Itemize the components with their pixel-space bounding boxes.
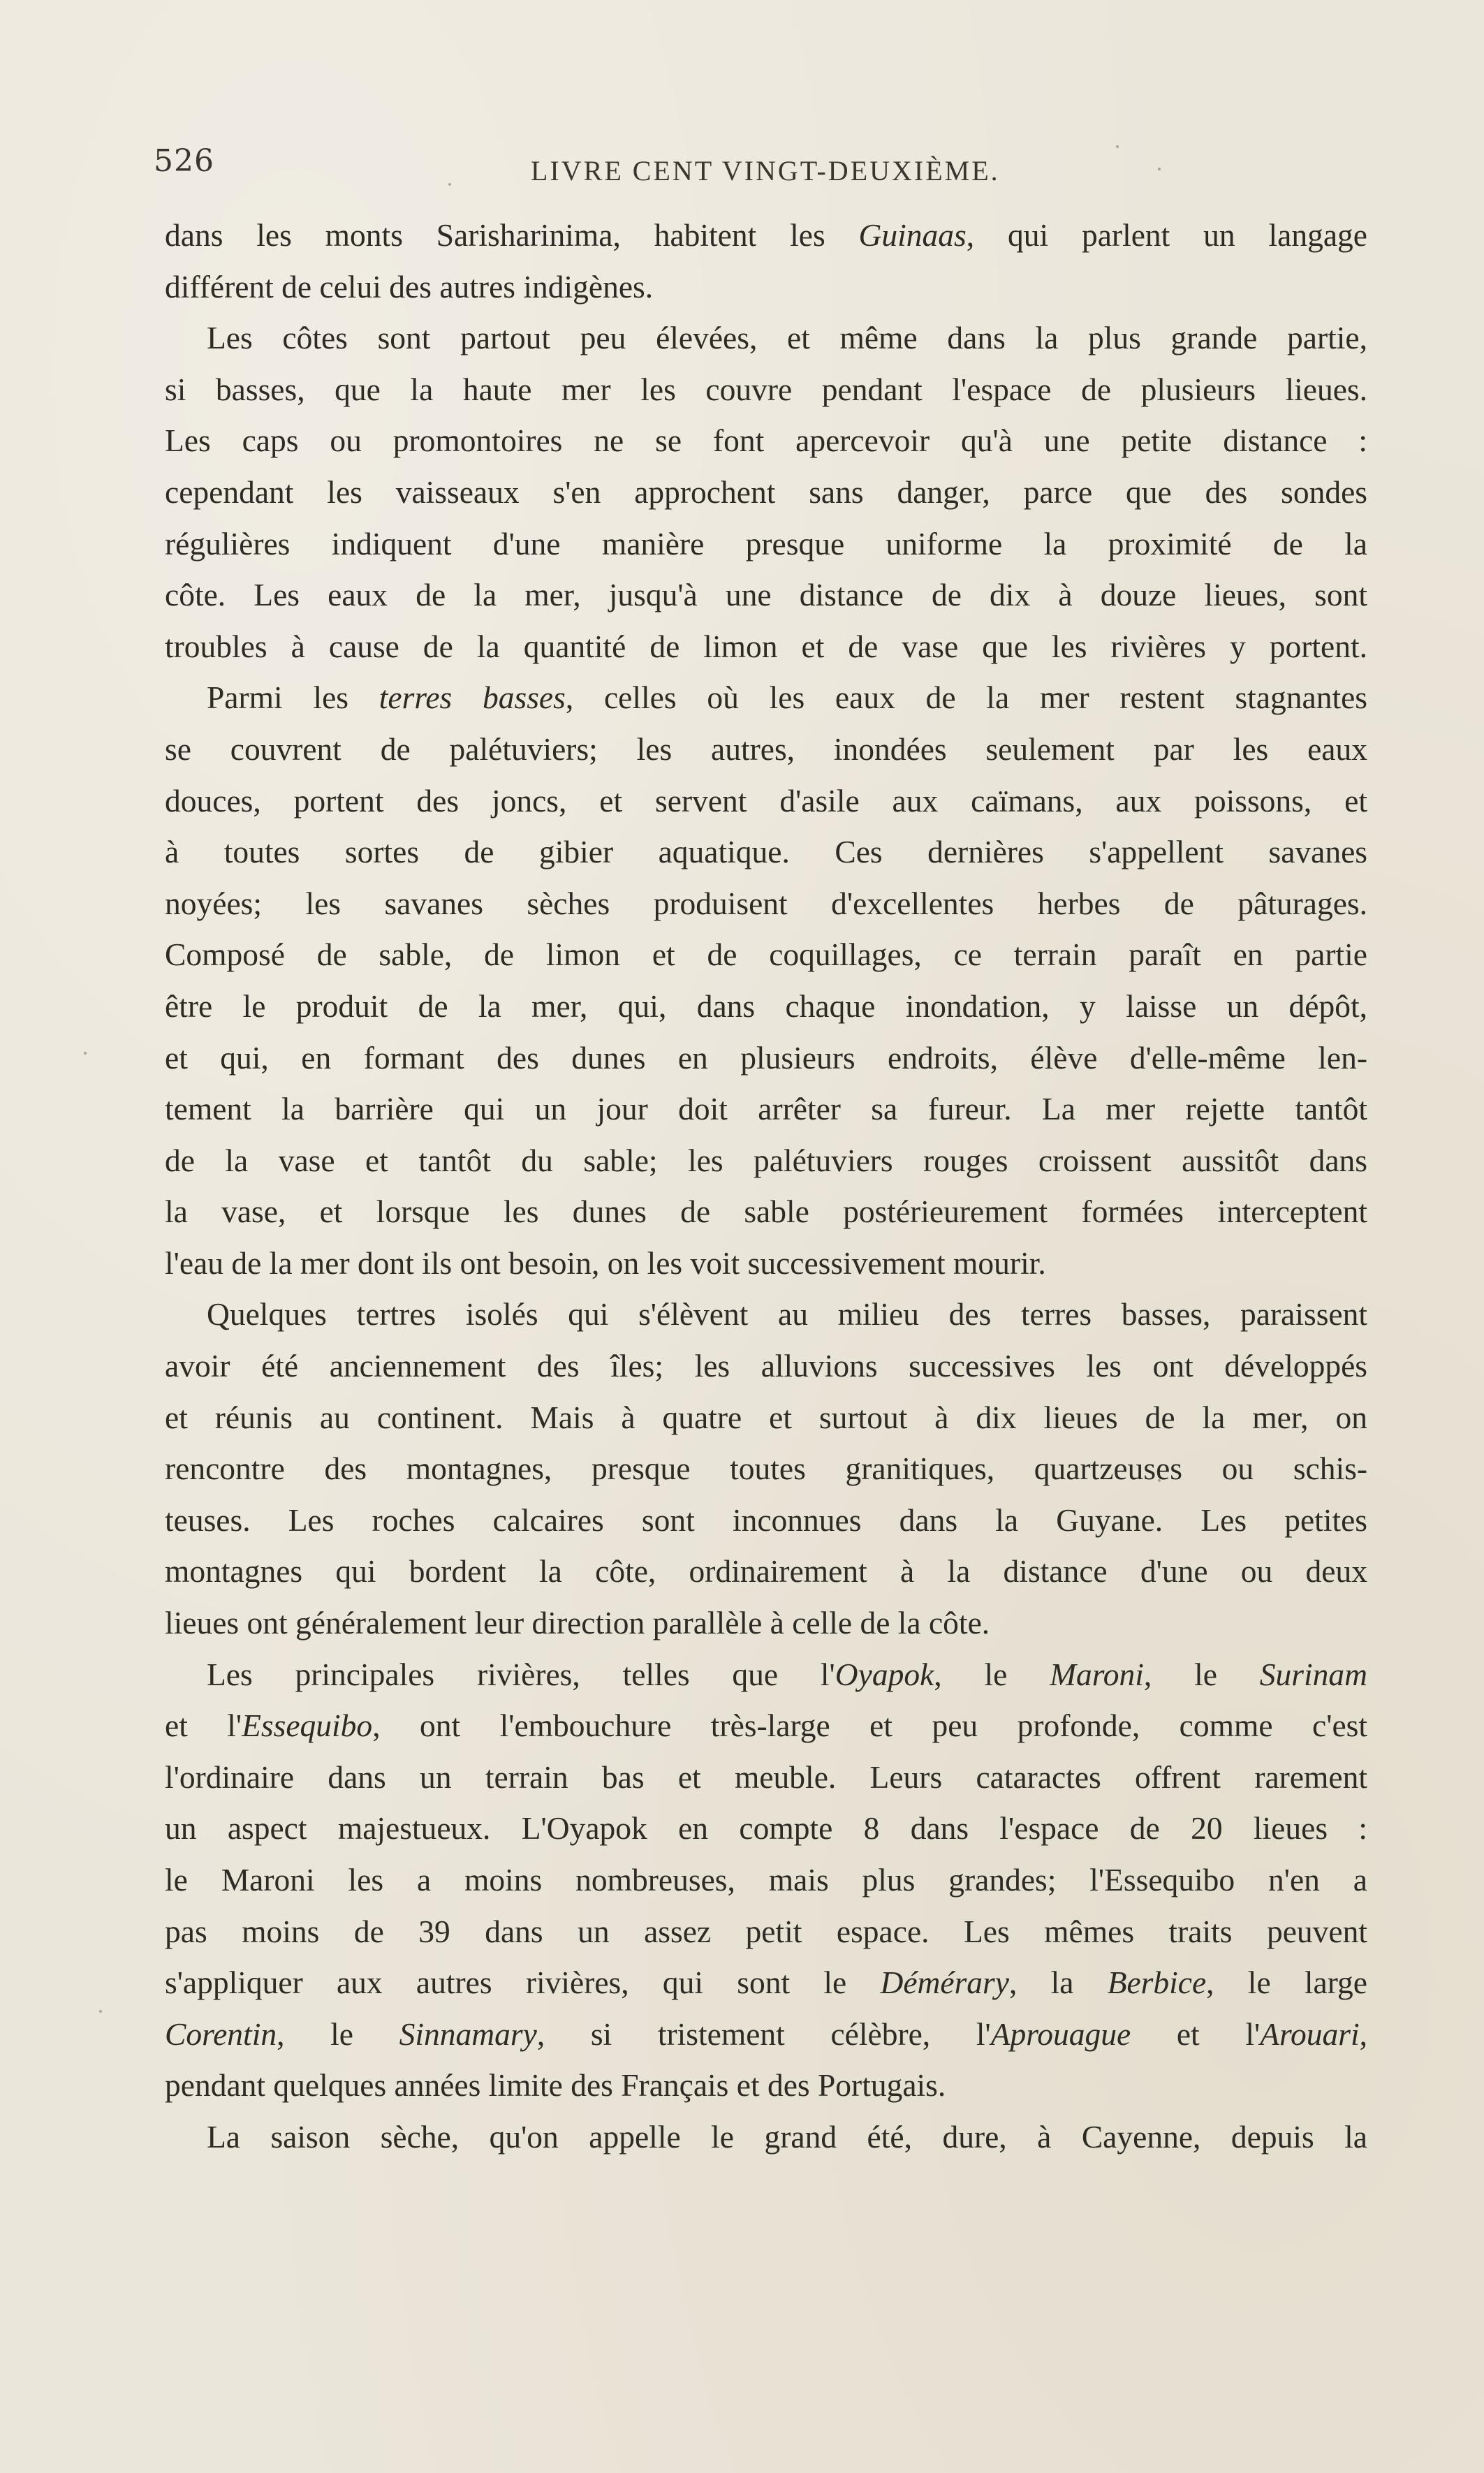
italic-term: Maroni (1050, 1656, 1144, 1692)
body-text (165, 210, 1367, 2163)
text-line: dans les monts Sarisharinima, habitent les Guinaas, qui parlent un langage (165, 217, 1367, 253)
text-line: Les côtes sont partout peu élevées, et même dans la plus grande partie, (207, 320, 1367, 356)
text-line: à toutes sortes de gibier aquatique. Ces dernières s'appellent savanes (165, 834, 1367, 870)
paper-speck (84, 1052, 87, 1055)
paper-speck (99, 2010, 102, 2013)
text-line: noyées; les savanes sèches produisent d'excellentes herbes de pâturages. (165, 885, 1367, 921)
italic-term: Oyapok (835, 1656, 934, 1692)
italic-term: Corentin (165, 2016, 277, 2052)
text-line: douces, portent des joncs, et servent d'asile aux caïmans, aux poissons, et (165, 782, 1367, 819)
italic-term: Guinaas (858, 217, 967, 253)
paper-speck (1116, 145, 1119, 148)
text-line: lieues ont généralement leur direction parallèle à celle de la côte. (165, 1605, 990, 1641)
text-line: différent de celui des autres indigènes. (165, 268, 654, 304)
text-line: rencontre des montagnes, presque toutes granitiques, quartzeuses ou schis- (165, 1451, 1367, 1487)
paper-speck (1158, 1479, 1161, 1482)
text-line: pas moins de 39 dans un assez petit espace. Les mêmes traits peuvent (165, 1913, 1367, 1949)
text-line: l'ordinaire dans un terrain bas et meuble. Leurs cataractes offrent rarement (165, 1759, 1367, 1795)
text-line: avoir été anciennement des îles; les alluvions successives les ont développés (165, 1348, 1367, 1384)
text-line: côte. Les eaux de la mer, jusqu'à une distance de dix à douze lieues, sont (165, 577, 1367, 613)
italic-term: Berbice (1107, 1965, 1207, 2001)
italic-term: Démérary (880, 1965, 1009, 2001)
italic-term: terres basses (379, 680, 566, 716)
text-line: Les caps ou promontoires ne se font apercevoir qu'à une petite distance : (165, 423, 1367, 459)
text-line: teuses. Les roches calcaires sont inconnues dans la Guyane. Les petites (165, 1502, 1367, 1538)
text-line: être le produit de la mer, qui, dans chaque inondation, y laisse un dépôt, (165, 988, 1367, 1024)
text-line: troubles à cause de la quantité de limon et de vase que les rivières y portent. (165, 628, 1367, 664)
text-line: le Maroni les a moins nombreuses, mais plus grandes; l'Essequibo n'en a (165, 1862, 1367, 1898)
page-number: 526 (154, 143, 214, 179)
italic-term: Essequibo (242, 1708, 373, 1744)
text-line: si basses, que la haute mer les couvre pendant l'espace de plusieurs lieues. (165, 371, 1367, 407)
text-line: et qui, en formant des dunes en plusieurs endroits, élève d'elle-même len- (165, 1039, 1367, 1076)
text-line: La saison sèche, qu'on appelle le grand été, dure, à Cayenne, depuis la (207, 2118, 1367, 2155)
text-line: montagnes qui bordent la côte, ordinairement à la distance d'une ou deux (165, 1553, 1367, 1590)
text-line: l'eau de la mer dont ils ont besoin, on les voit successivement mourir. (165, 1245, 1046, 1281)
page-header (0, 143, 1484, 192)
text-line: cependant les vaisseaux s'en approchent sans danger, parce que des sondes (165, 474, 1367, 510)
italic-term: Surinam (1259, 1656, 1367, 1692)
text-line: Quelques tertres isolés qui s'élèvent au milieu des terres basses, paraissent (207, 1296, 1367, 1333)
text-line: Composé de sable, de limon et de coquillages, ce terrain paraît en partie (165, 937, 1367, 973)
running-title: LIVRE CENT VINGT-DEUXIÈME. (531, 155, 1000, 186)
text-line: tement la barrière qui un jour doit arrêter sa fureur. La mer rejette tantôt (165, 1091, 1367, 1127)
italic-term: Arouari (1260, 2016, 1360, 2052)
italic-term: Sinnamary (399, 2016, 537, 2052)
text-line: de la vase et tantôt du sable; les palétuviers rouges croissent aussitôt dans (165, 1142, 1367, 1178)
text-line: et l'Essequibo, ont l'embouchure très-large et peu profonde, comme c'est (165, 1708, 1367, 1744)
text-line: s'appliquer aux autres rivières, qui sont le Démérary, la Berbice, le large (165, 1965, 1368, 2001)
text-line: Corentin, le Sinnamary, si tristement célèbre, l'Aprouague et l'Arouari, (165, 2016, 1367, 2052)
text-line: se couvrent de palétuviers; les autres, inondées seulement par les eaux (165, 731, 1367, 767)
paper-speck (1158, 168, 1161, 170)
text-line: régulières indiquent d'une manière presque uniforme la proximité de la (165, 525, 1367, 562)
text-line: et réunis au continent. Mais à quatre et surtout à dix lieues de la mer, on (165, 1399, 1367, 1435)
text-line: un aspect majestueux. L'Oyapok en compte 8 dans l'espace de 20 lieues : (165, 1810, 1367, 1847)
text-line: Les principales rivières, telles que l'Oyapok, le Maroni, le Surinam (207, 1656, 1367, 1692)
text-line: Parmi les terres basses, celles où les eaux de la mer restent stagnantes (207, 680, 1368, 716)
italic-term: Aprouague (990, 2016, 1131, 2052)
text-line: pendant quelques années limite des Français et des Portugais. (165, 2067, 946, 2104)
paper-speck (448, 183, 451, 186)
text-line: la vase, et lorsque les dunes de sable postérieurement formées interceptent (165, 1194, 1367, 1230)
